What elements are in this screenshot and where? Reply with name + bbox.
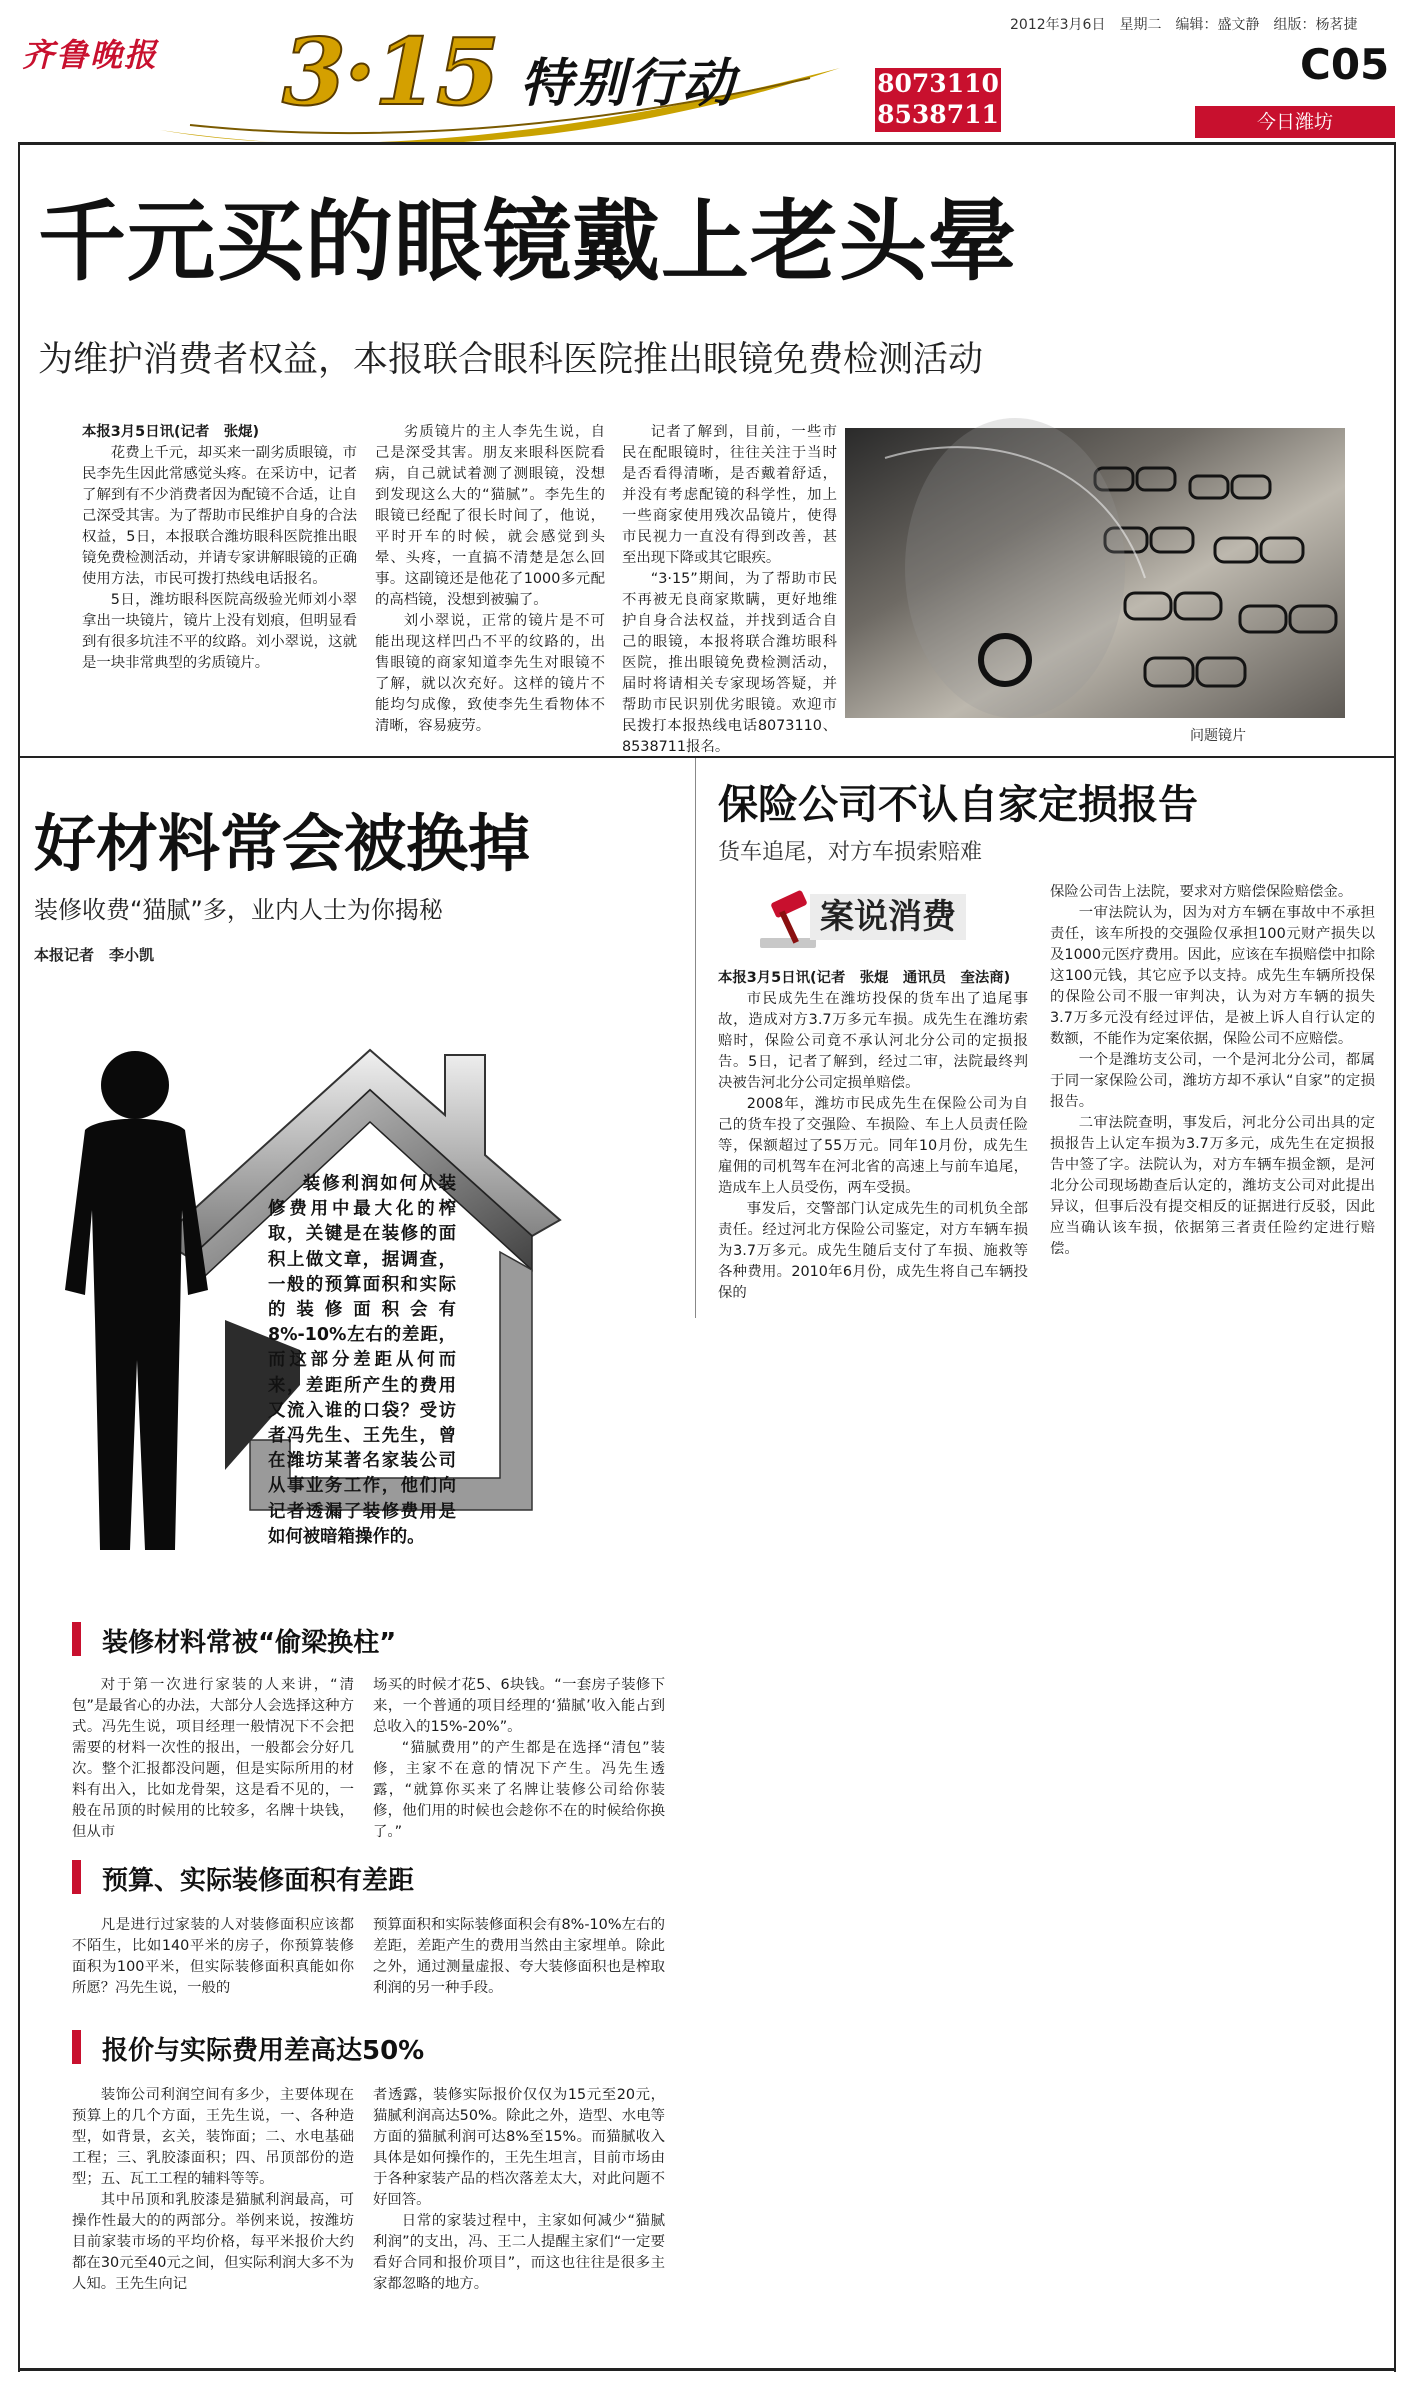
paragraph: 一个是潍坊支公司，一个是河北分公司，都属于同一家保险公司，潍坊方却不承认“自家”的定损报告。 xyxy=(1050,1052,1375,1110)
story1-headline: 千元买的眼镜戴上老头晕 xyxy=(38,190,1018,293)
story1-subhead: 为维护消费者权益，本报联合眼科医院推出眼镜免费检测活动 xyxy=(38,340,984,380)
paragraph: 预算面积和实际装修面积会有8%-10%左右的差距，差距产生的费用当然由主家埋单。除此之外，通过测量虚报、夸大装修面积也是榨取利润的另一种手段。 xyxy=(373,1917,665,1996)
story3-byline: 本报3月5日讯(记者 张焜 通讯员 奎法商) xyxy=(718,970,1011,986)
story1-column-3 xyxy=(622,422,837,755)
paragraph: 场买的时候才花5、6块钱。“一套房子装修下来，一个普通的项目经理的‘猫腻’收入能占到总收入的15%-20%”。 xyxy=(373,1677,665,1735)
case-badge xyxy=(752,880,990,960)
story2-byline: 本报记者 李小凯 xyxy=(34,946,155,964)
story3-column-1 xyxy=(718,968,1028,1318)
story2-s3-column-2 xyxy=(373,2085,665,2363)
story3-column-2 xyxy=(1050,882,1375,1318)
page-frame-right xyxy=(1394,142,1396,2372)
top-rule xyxy=(18,142,1396,145)
page-frame-left xyxy=(18,142,20,2372)
story2-s2-column-2 xyxy=(373,1915,665,2015)
story2-subhead: 装修收费“猫腻”多，业内人士为你揭秘 xyxy=(34,896,443,924)
section-heading-3 xyxy=(72,2028,672,2066)
section-heading-text: 预算、实际装修面积有差距 xyxy=(102,1866,415,1896)
section-marker xyxy=(72,1860,81,1894)
paragraph: 市民成先生在潍坊投保的货车出了追尾事故，造成对方3.7万多元车损。成先生在潍坊索赔时，保险公司竟不承认河北分公司的定损报告。5日，记者了解到，经过二审，法院最终判决被告河北分公司定损单赔偿。 xyxy=(718,991,1028,1091)
story2-s3-column-1 xyxy=(72,2085,354,2363)
page-meta: 2012年3月6日 星期二 编辑：盛文静 组版：杨茗捷 xyxy=(1010,17,1358,33)
paragraph: 事发后，交警部门认定成先生的司机负全部责任。经过河北方保险公司鉴定，对方车辆车损为3.7万多元。成先生随后支付了车损、施救等各种费用。2010年6月份，成先生将自己车辆投保的 xyxy=(718,1201,1028,1301)
page-number: C05 xyxy=(1300,40,1390,89)
hotline-number-1: 8073110 xyxy=(877,69,999,98)
paragraph: 记者了解到，目前，一些市民在配眼镜时，往往关注于当时是否看得清晰，是否戴着舒适，并没有考虑配镜的科学性，加上一些商家使用残次品镜片，使得市民视力一直没有得到改善，甚至出现下降或其它眼疾。 xyxy=(622,424,837,566)
paragraph: 其中吊顶和乳胶漆是猫腻利润最高，可操作性最大的的两部分。举例来说，按潍坊目前家装市场的平均价格，每平米报价大约都在30元至40元之间，但实际利润大多不为人知。王先生向记 xyxy=(72,2192,354,2292)
divider xyxy=(18,756,1396,758)
photo-caption: 问题镜片 xyxy=(1190,728,1246,744)
banner-title: 特别行动 xyxy=(520,53,737,114)
story1-byline: 本报3月5日讯(记者 张焜) xyxy=(82,424,260,440)
paragraph: 2008年，潍坊市民成先生在保险公司为自己的货车投了交强险、车损险、车上人员责任险等，保额超过了55万元。同年10月份，成先生雇佣的司机驾车在河北省的高速上与前车追尾，造成车上人员受伤，两车受损。 xyxy=(718,1096,1028,1196)
story2-intro: 装修利润如何从装修费用中最大化的榨取，关键是在装修的面积上做文章，据调查，一般的预算面积和实际的装修面积会有8%-10%左右的差距，而这部分差距从何而来，差距所产生的费用又流入谁的口袋？受访者冯先生、王先生，曾在潍坊某著名家装公司从事业务工作，他们向记者透漏了装修费用是如何被暗箱操作的。 xyxy=(268,1174,456,1547)
section-marker xyxy=(72,2030,81,2064)
paragraph: 花费上千元，却买来一副劣质眼镜，市民李先生因此常感觉头疼。在采访中，记者了解到有不少消费者因为配镜不合适，让自己深受其害。为了帮助市民维护自身的合法权益，5日，本报联合潍坊眼科医院推出眼镜免费检测活动，并请专家讲解眼镜的正确使用方法，市民可拨打热线电话报名。 xyxy=(82,445,357,587)
section-heading-text: 报价与实际费用差高达50% xyxy=(102,2036,425,2066)
section-tab: 今日潍坊 xyxy=(1195,106,1395,138)
bottom-rule xyxy=(18,2368,1396,2371)
story2-headline: 好材料常会被换掉 xyxy=(34,807,531,880)
eyeglasses-photo xyxy=(845,428,1345,718)
paragraph: 对于第一次进行家装的人来讲，“清包”是最省心的办法，大部分人会选择这种方式。冯先生说，项目经理一般情况下不会把需要的材料一次性的报出，一般都会分好几次。整个汇报都没问题，但是实际所用的材料有出入，比如龙骨架，这是看不见的，一般在吊顶的时候用的比较多，名牌十块钱，但从市 xyxy=(72,1677,354,1840)
paragraph: 劣质镜片的主人李先生说，自己是深受其害。朋友来眼科医院看病，自己就试着测了测眼镜，没想到发现这么大的“猫腻”。李先生的眼镜已经配了很长时间了，他说，平时开车的时候，就会感觉到头晕、头疼，一直搞不清楚是怎么回事。这副镜还是他花了1000多元配的高档镜，没想到被骗了。 xyxy=(375,424,605,608)
case-badge-label: 案说消费 xyxy=(810,894,966,940)
paragraph: 5日，潍坊眼科医院高级验光师刘小翠拿出一块镜片，镜片上没有划痕，但明显看到有很多坑洼不平的纹路。刘小翠说，这就是一块非常典型的劣质镜片。 xyxy=(82,592,357,671)
paragraph: 刘小翠说，正常的镜片是不可能出现这样凹凸不平的纹路的，出售眼镜的商家知道李先生对眼镜不了解，就以次充好。这样的镜片不能均匀成像，致使李先生看物体不清晰，容易疲劳。 xyxy=(375,613,605,734)
story2-s1-column-2 xyxy=(373,1675,665,1855)
paragraph: “猫腻费用”的产生都是在选择“清包”装修，主家不在意的情况下产生。冯先生透露，“就算你买来了名牌让装修公司给你装修，他们用的时候也会趁你不在的时候给你换了。” xyxy=(373,1740,665,1840)
section-heading-text: 装修材料常被“偷梁换柱” xyxy=(102,1628,397,1658)
paragraph: 者透露，装修实际报价仅仅为15元至20元，猫腻利润高达50%。除此之外，造型、水电等方面的猫腻利润可达8%至15%。而猫腻收入具体是如何操作的，王先生坦言，目前市场由于各种家装产品的档次落差太大，对此问题不好回答。 xyxy=(373,2087,665,2208)
section-heading-1 xyxy=(72,1620,672,1658)
story3-headline: 保险公司不认自家定损报告 xyxy=(718,782,1198,828)
masthead-logo: 齐鲁晚报 xyxy=(22,36,159,74)
banner-315: 3·15 xyxy=(282,18,499,126)
story1-column-1 xyxy=(82,422,357,744)
paragraph: 保险公司告上法院，要求对方赔偿保险赔偿金。 xyxy=(1050,884,1353,900)
section-heading-2 xyxy=(72,1858,672,1896)
paragraph: 装饰公司利润空间有多少，主要体现在预算上的几个方面，王先生说，一、各种造型，如背景，玄关，装饰面；二、水电基础工程；三、乳胶漆面积；四、吊顶部份的造型；五、瓦工工程的辅料等等。 xyxy=(72,2087,354,2187)
paragraph: 凡是进行过家装的人对装修面积应该都不陌生，比如140平米的房子，你预算装修面积为100平米，但实际装修面积真能如你所愿？冯先生说，一般的 xyxy=(72,1917,354,1996)
section-marker xyxy=(72,1622,81,1656)
story1-column-2 xyxy=(375,422,605,744)
column-divider xyxy=(695,758,696,1318)
paragraph: “3·15”期间，为了帮助市民不再被无良商家欺瞒，更好地维护自身合法权益，并找到适合自己的眼镜，本报将联合潍坊眼科医院，推出眼镜免费检测活动，届时将请相关专家现场答疑，并帮助市民识别优劣眼镜。欢迎市民拨打本报热线电话8073110、8538711报名。 xyxy=(622,571,837,755)
story3-subhead: 货车追尾，对方车损索赔难 xyxy=(718,840,983,865)
paragraph: 一审法院认为，因为对方车辆在事故中不承担责任，该车所投的交强险仅承担100元财产损失以及1000元医疗费用。因此，应该在车损赔偿中扣除这100元钱，其它应予以支持。成先生车辆所投保的保险公司不服一审判决，认为对方车辆的损失3.7万多元没有经过评估，是被上诉人自行认定的数额，不能作为定案依据，保险公司不应赔偿。 xyxy=(1050,905,1375,1047)
paragraph: 日常的家装过程中，主家如何减少“猫腻利润”的支出，冯、王二人提醒主家们“一定要看好合同和报价项目”，而这也往往是很多主家都忽略的地方。 xyxy=(373,2213,665,2292)
banner-swoosh xyxy=(150,20,850,150)
hotline-box xyxy=(875,68,1001,132)
paragraph: 二审法院查明，事发后，河北分公司出具的定损报告上认定车损为3.7万多元，成先生在定损报告中签了字。法院认为，对方车辆车损金额，是河北分公司现场勘查后认定的，潍坊支公司对此提出异议，但事后没有提交相反的证据进行反驳，因此应当确认该车损，依据第三者责任险约定进行赔偿。 xyxy=(1050,1115,1375,1257)
story2-s1-column-1 xyxy=(72,1675,354,1855)
hotline-number-2: 8538711 xyxy=(877,100,999,129)
story2-s2-column-1 xyxy=(72,1915,354,2015)
